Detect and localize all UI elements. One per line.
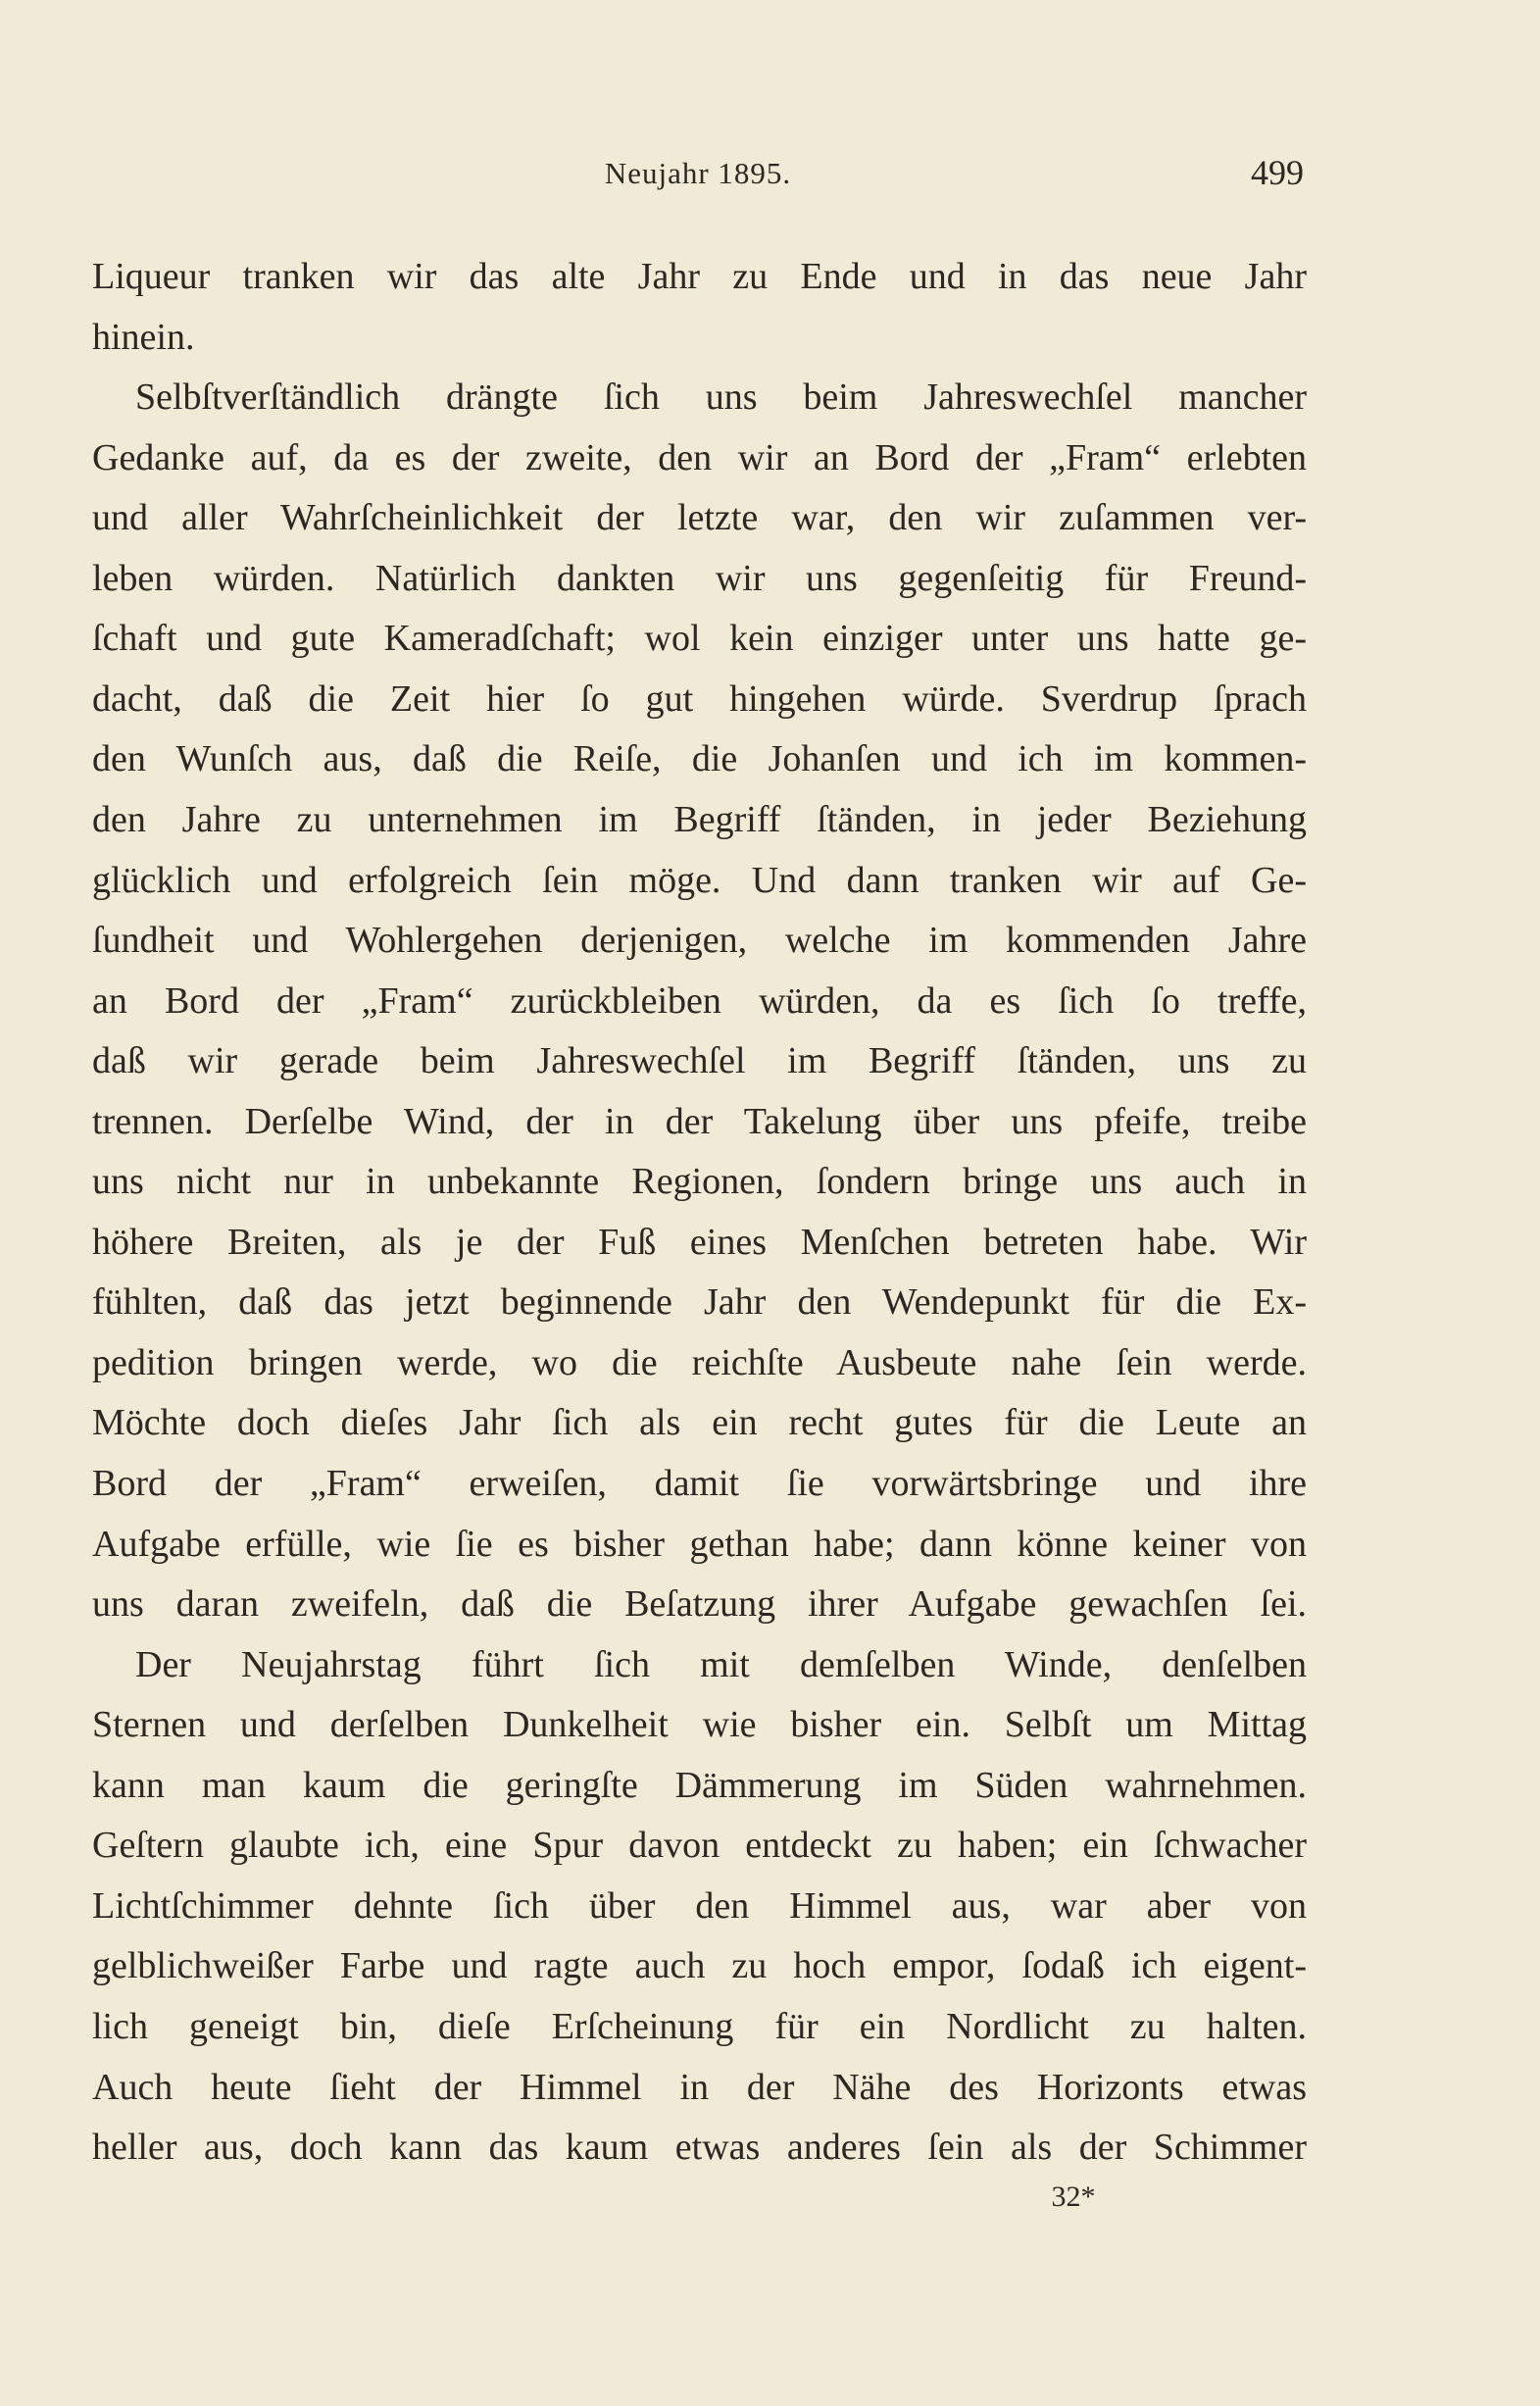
text-line: heller aus, doch kann das kaum etwas anderes ſein als der Schimmer xyxy=(92,2127,1307,2169)
text-line: kann man kaum die geringſte Dämmerung im Süden wahrnehmen. xyxy=(92,1764,1307,1806)
running-title: Neujahr 1895. xyxy=(604,156,792,190)
text-line: trennen. Derſelbe Wind, der in der Takelung über uns pfeife, treibe xyxy=(92,1100,1307,1142)
text-line: ſundheit und Wohlergehen derjenigen, welche im kommenden Jahre xyxy=(92,920,1307,962)
text-line: uns nicht nur in unbekannte Regionen, ſondern bringe uns auch in xyxy=(92,1161,1307,1203)
signature-mark: 32* xyxy=(1051,2180,1096,2213)
text-line: Liqueur tranken wir das alte Jahr zu Ende und in das neue Jahr xyxy=(92,256,1307,297)
text-line: und aller Wahrſcheinlichkeit der letzte war, den wir zuſammen ver- xyxy=(92,497,1307,539)
text-line: dacht, daß die Zeit hier ſo gut hingehen würde. Sverdrup ſprach xyxy=(92,677,1307,720)
text-line: an Bord der „Fram“ zurückbleiben würden, da es ſich ſo treffe, xyxy=(92,979,1307,1022)
text-line: ſchaft und gute Kameradſchaft; wol kein einziger unter uns hatte ge- xyxy=(92,618,1307,660)
text-line: Bord der „Fram“ erweiſen, damit ſie vorwärtsbringe und ihre xyxy=(92,1463,1307,1504)
text-line: Möchte doch dieſes Jahr ſich als ein recht gutes für die Leute an xyxy=(92,1402,1307,1444)
text-line: höhere Breiten, als je der Fuß eines Menſchen betreten habe. Wir xyxy=(92,1221,1307,1263)
text-line: gelblichweißer Farbe und ragte auch zu hoch empor, ſodaß ich eigent- xyxy=(92,1945,1307,1987)
text-line: fühlten, daß das jetzt beginnende Jahr den Wendepunkt für die Ex- xyxy=(92,1281,1307,1324)
text-line: pedition bringen werde, wo die reichſte Ausbeute nahe ſein werde. xyxy=(92,1341,1307,1383)
text-line: Geſtern glaubte ich, eine Spur davon entdeckt zu haben; ein ſchwacher xyxy=(92,1825,1307,1867)
text-line: Aufgabe erfülle, wie ſie es bisher gethan habe; dann könne keiner von xyxy=(92,1523,1307,1565)
page-number: 499 xyxy=(1251,153,1304,192)
text-line: hinein. xyxy=(92,316,195,358)
text-line: Sternen und derſelben Dunkelheit wie bisher ein. Selbſt um Mittag xyxy=(92,1704,1307,1746)
text-line: Selbſtverſtändlich drängte ſich uns beim Jahreswechſel mancher xyxy=(135,376,1307,419)
text-line: daß wir gerade beim Jahreswechſel im Begriff ſtänden, uns zu xyxy=(92,1040,1307,1082)
text-line: Gedanke auf, da es der zweite, den wir an Bord der „Fram“ erlebten xyxy=(92,436,1307,478)
text-line: den Wunſch aus, daß die Reiſe, die Johanſen und ich im kommen- xyxy=(92,738,1307,780)
text-line: den Jahre zu unternehmen im Begriff ſtänden, in jeder Beziehung xyxy=(92,798,1307,840)
text-line: Lichtſchimmer dehnte ſich über den Himmel aus, war aber von xyxy=(92,1884,1307,1927)
text-line: uns daran zweifeln, daß die Beſatzung ihrer Aufgabe gewachſen ſei. xyxy=(92,1583,1307,1626)
text-line: glücklich und erfolgreich ſein möge. Und dann tranken wir auf Ge- xyxy=(92,859,1307,901)
text-line: Der Neujahrstag führt ſich mit demſelben Winde, denſelben xyxy=(135,1643,1307,1685)
text-line: lich geneigt bin, dieſe Erſcheinung für ein Nordlicht zu halten. xyxy=(92,2005,1307,2047)
text-line: Auch heute ſieht der Himmel in der Nähe des Horizonts etwas xyxy=(92,2066,1307,2108)
text-line: leben würden. Natürlich dankten wir uns gegenſeitig für Freund- xyxy=(92,557,1307,599)
